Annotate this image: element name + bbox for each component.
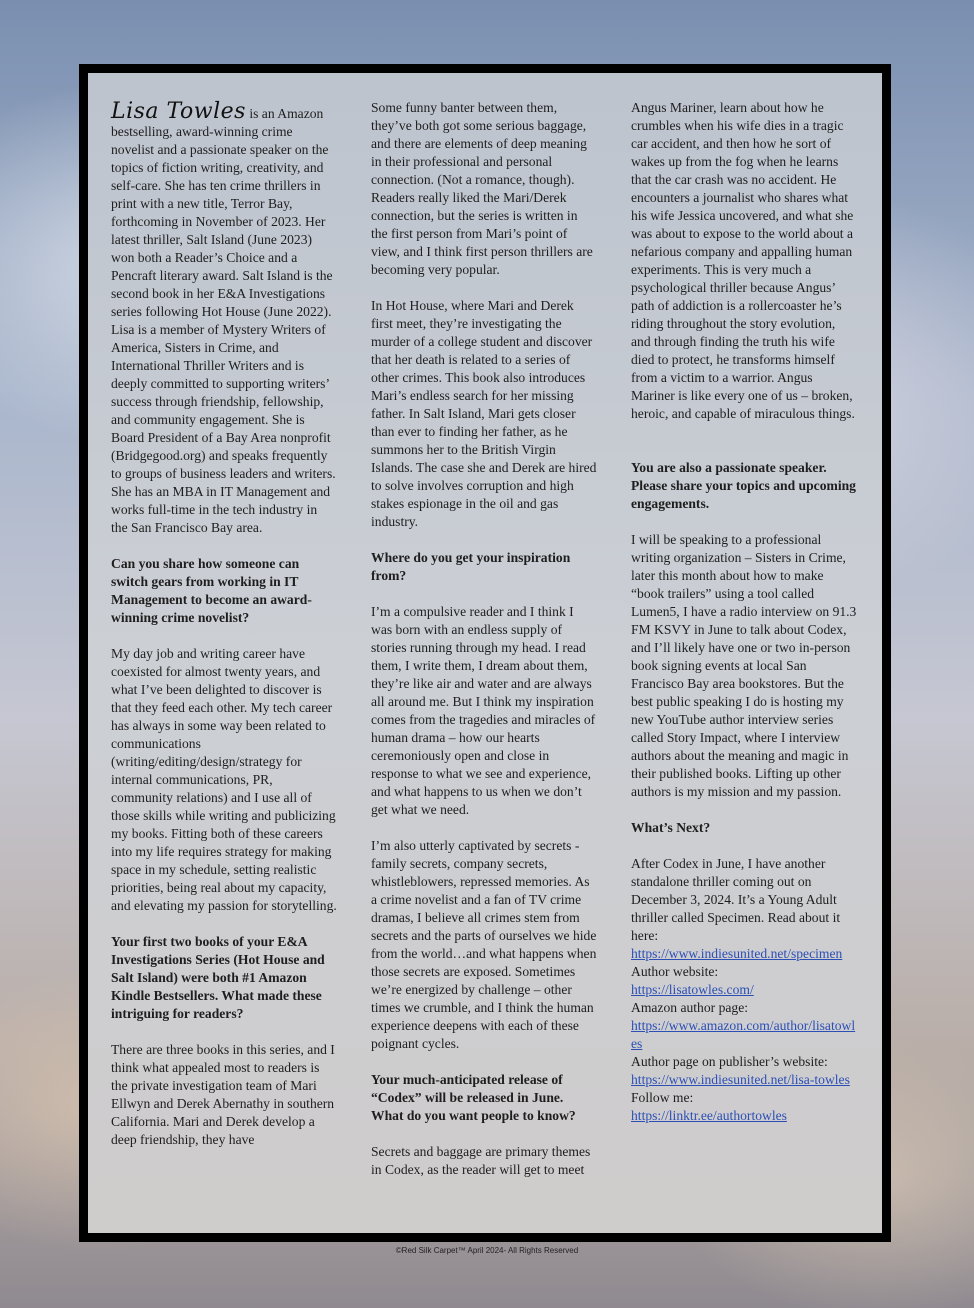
publisher-page-link[interactable]: https://www.indiesunited.net/lisa-towles (631, 1072, 850, 1087)
question-speaker: You are also a passionate speaker. Please share your topics and upcoming engagements. (631, 460, 856, 511)
specimen-link[interactable]: https://www.indiesunited.net/specimen (631, 946, 843, 961)
follow-me-label: Follow me: (631, 1090, 694, 1105)
question-codex: Your much-anticipated release of “Codex” will be released in June. What do you want people to know? (371, 1072, 576, 1123)
answer-bestsellers-part3: In Hot House, where Mari and Derek first meet, they’re investigating the murder of a college student and discover that her death is related to a series of other crimes. This book also introduces Mari’s endless search for her missing father. In Salt Island, Mari gets closer than ever to finding her father, as he summons her to the British Virgin Islands. The case she and Derek are hired to solve involves corruption and high stakes espionage in the oil and gas industry. (371, 298, 597, 529)
intro-paragraph (111, 99, 337, 537)
answer-whats-next: After Codex in June, I have another standalone thriller coming out on December 3, 2024. It’s a Young Adult thriller called Specimen. Read about it here: (631, 856, 841, 943)
author-signature: Lisa Towles (111, 99, 246, 124)
column-2 (371, 99, 597, 1197)
publisher-page-label: Author page on publisher’s website: (631, 1054, 828, 1069)
question-bestsellers: Your first two books of your E&A Investigations Series (Hot House and Salt Island) were both #1 Amazon Kindle Bestsellers. What made these intriguing for readers? (111, 934, 325, 1021)
question-whats-next: What’s Next? (631, 820, 711, 835)
linktree-link[interactable]: https://linktr.ee/authortowles (631, 1108, 787, 1123)
amazon-author-link[interactable]: https://www.amazon.com/author/lisatowles (631, 1018, 856, 1051)
column-1 (111, 99, 337, 1167)
answer-inspiration-part2: I’m also utterly captivated by secrets - family secrets, company secrets, whistleblowers, repressed memories. As a crime novelist and a fan of TV crime dramas, I believe all crimes stem from secrets and the parts of ourselves we hide from the world…and what happens when those secrets are exposed. Sometimes we’re energized by challenge – other times we crumble, and I think the human experience deepens with each of these poignant cycles. (371, 838, 597, 1051)
answer-codex-part1: Secrets and baggage are primary themes in Codex, as the reader will get to meet (371, 1144, 591, 1177)
answer-it-to-novelist: My day job and writing career have coexisted for almost twenty years, and what I’ve been delighted to discover is that they feed each other. My tech career has always in some way been related to communications (writing/editing/design/strategy for internal communications, PR, community relations) and I use all of those skills while writing and publicizing my books. Fitting both of these careers into my life requires strategy for making space in my schedule, setting realistic priorities, being real about my capacity, and elevating my passion for storytelling. (111, 646, 337, 913)
author-website-label: Author website: (631, 964, 719, 979)
article-panel (88, 73, 882, 1233)
answer-bestsellers-part2: Some funny banter between them, they’ve both got some serious baggage, and there are elements of deep meaning in their professional and personal connection. (Not a romance, though). Readers really liked the Mari/Derek connection, but the series is written in the first person from Mari’s point of view, and I think first person thrillers are becoming very popular. (371, 100, 593, 277)
answer-inspiration-part1: I’m a compulsive reader and I think I was born with an endless supply of stories running through my head. I read them, I write them, I dream about them, they’re like air and water and are always all around me. But I think my inspiration comes from the tragedies and miracles of human drama – how our hearts ceremoniously open and close in response to what we see and experience, and what happens to us when we don’t get what we need. (371, 604, 596, 817)
amazon-author-label: Amazon author page: (631, 1000, 749, 1015)
author-website-link[interactable]: https://lisatowles.com/ (631, 982, 754, 997)
answer-speaker: I will be speaking to a professional writing organization – Sisters in Crime, later this month about how to make “book trailers” using a tool called Lumen5, I have a radio interview on 91.3 FM KSVY in June to talk about Codex, and I’ll likely have one or two in-person book signing events at local San Francisco Bay area bookstores. But the best public speaking I do is hosting my new YouTube author interview series called Story Impact, where I interview authors about the meaning and magic in their published books. Lifting up other authors is my mission and my passion. (631, 532, 857, 799)
answer-codex-part2: Angus Mariner, learn about how he crumbles when his wife dies in a tragic car accident, and then how he sort of wakes up from the fog when he learns that the car crash was no accident. He encounters a journalist who shares what his wife Jessica uncovered, and what she was about to expose to the world about a nefarious company and appalling human experiments. This is very much a psychological thriller because Angus’ path of addiction is a rollercoaster he’s riding throughout the story evolution, and through finding the truth his wife died to protect, he transforms himself from a victim to a warrior. Angus Mariner is like every one of us – broken, heroic, and capable of miraculous things. (631, 100, 855, 421)
answer-bestsellers-part1: There are three books in this series, and I think what appealed most to readers is the private investigation team of Mari Ellwyn and Derek Abernathy in southern California. Mari and Derek develop a deep friendship, they have (111, 1042, 335, 1147)
copyright-footer: ©Red Silk Carpet™ April 2024- All Rights Reserved (395, 1246, 579, 1255)
question-it-to-novelist: Can you share how someone can switch gears from working in IT Management to become an award-winning crime novelist? (111, 556, 312, 625)
intro-text: is an Amazon bestselling, award-winning crime novelist and a passionate speaker on the topics of fiction writing, creativity, and self-care. She has ten crime thrillers in print with a new title, Terror Bay, forthcoming in November of 2023. Her latest thriller, Salt Island (June 2023) won both a Reader’s Choice and a Pencraft literary award. Salt Island is the second book in her E&A Investigations series following Hot House (June 2022). Lisa is a member of Mystery Writers of America, Sisters in Crime, and International Thriller Writers and is deeply committed to supporting writers’ success through friendship, fellowship, and community engagement. She is Board President of a Bay Area nonprofit (Bridgegood.org) and speaks frequently to groups of business leaders and writers. She has an MBA in IT Management and works full-time in the tech industry in the San Francisco Bay area. (111, 106, 336, 535)
column-3 (631, 99, 857, 1125)
question-inspiration: Where do you get your inspiration from? (371, 550, 571, 583)
article-frame (79, 64, 891, 1242)
